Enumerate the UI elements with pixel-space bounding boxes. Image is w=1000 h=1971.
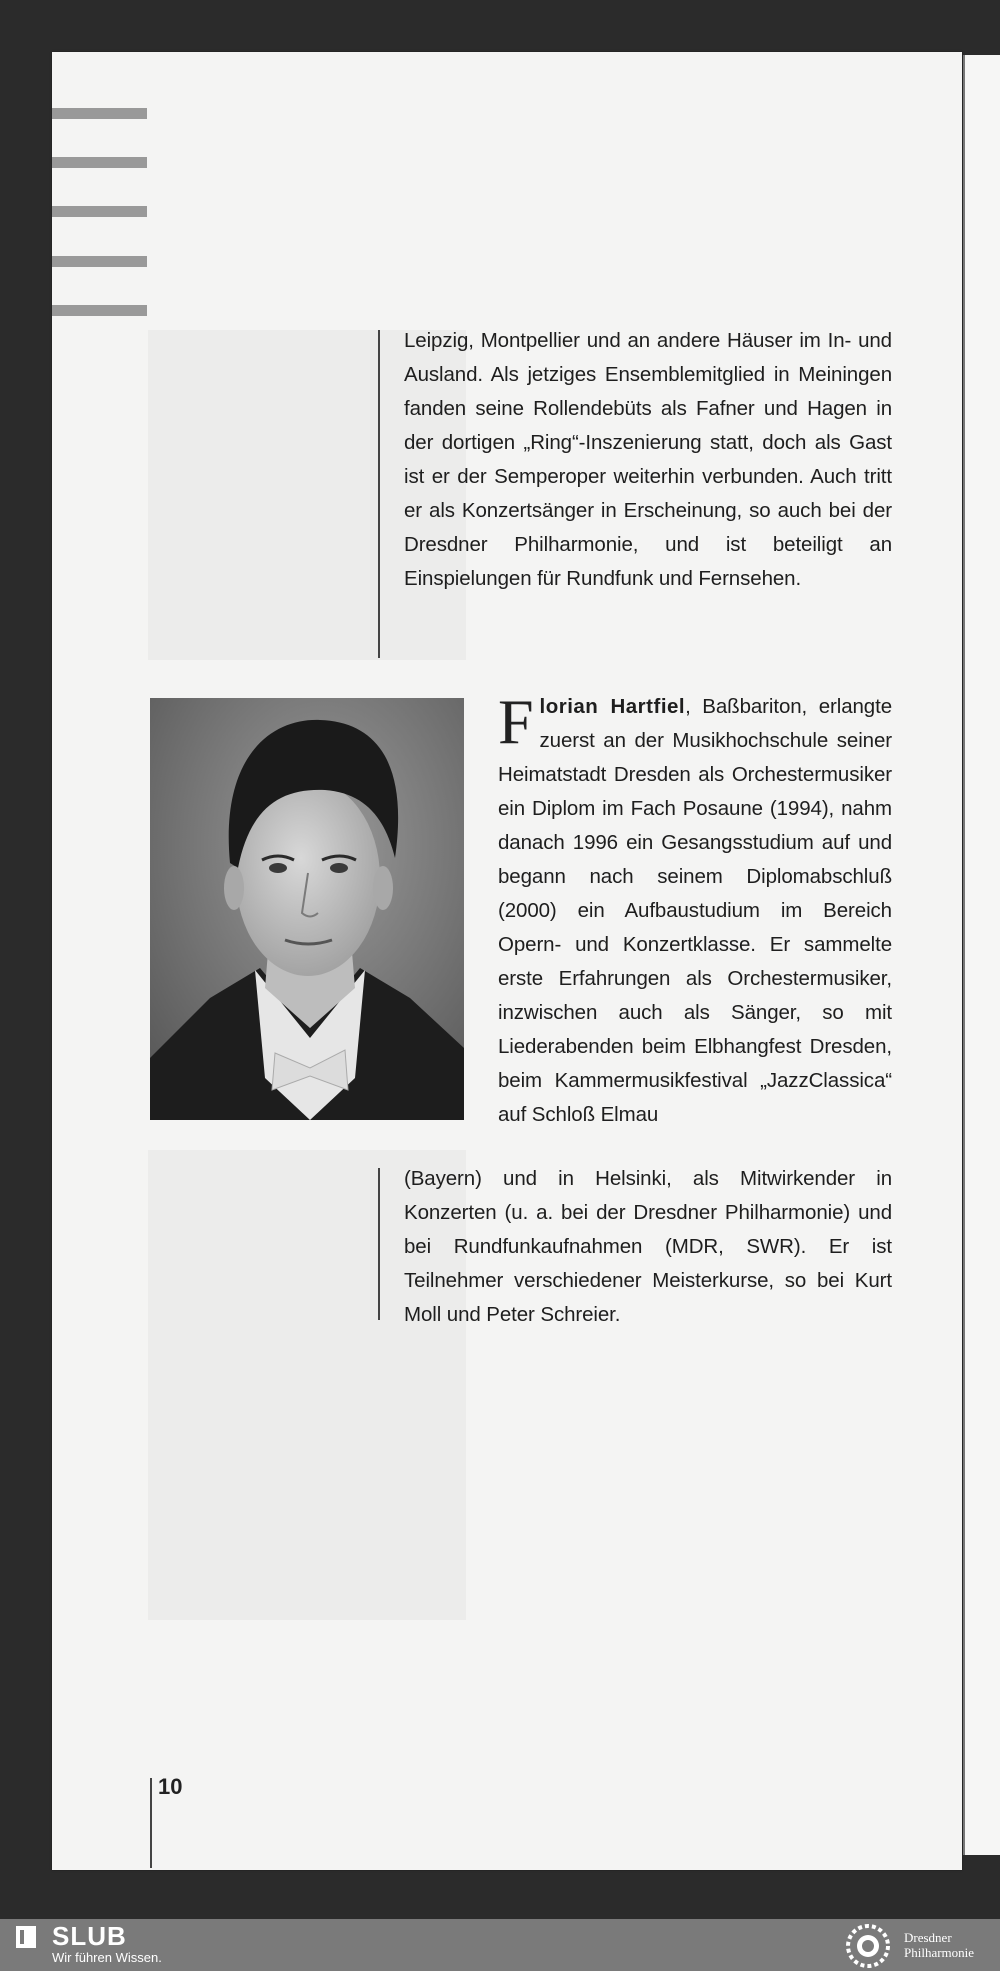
library-name[interactable]: SLUB <box>52 1921 127 1951</box>
paragraph-rule <box>378 330 380 658</box>
portrait-illustration <box>150 698 464 1120</box>
partner-name[interactable]: Dresdner Philharmonie <box>904 1930 975 1960</box>
paragraph-rule <box>378 1168 380 1320</box>
decorative-bar <box>52 157 147 168</box>
bio-paragraph-top <box>498 686 892 1132</box>
library-slogan: Wir führen Wissen. <box>52 1950 162 1965</box>
portrait-photo <box>150 698 464 1120</box>
paragraph-continued: Leipzig, Montpellier und an andere Häuser im In- und Ausland. Als jetziges Ensemblemitglied in Meiningen fanden seine Rollendebüts als Fafner und Hagen in der dortigen „Ring“-Inszenierung statt, doch als Gast ist er der Semperoper weiterhin verbunden. Auch tritt er als Konzertsänger in Erscheinung, so auch bei der Dresdner Philharmonie, und ist beteiligt an Einspielungen für Rundfunk und Fernsehen. <box>404 329 892 590</box>
next-page-edge <box>963 55 1000 1855</box>
bio-text-top: , Baßbariton, erlangte zuerst an der Musikhochschule seiner Heimatstadt Dresden als Orchestermusiker ein Diplom im Fach Posaune (1994), nahm danach 1996 ein Gesangsstudium auf und begann nach seinem Diplomabschluß (2000) ein Aufbaustudium im Bereich Opern- und Konzertklasse. Er sammelte erste Erfahrungen als Orchestermusiker, inzwischen auch als Sänger, so mit Liederabenden beim Elbhangfest Dresden, beim Kammermusikfestival „JazzClassica“ auf Schloß Elmau <box>498 695 892 1126</box>
decorative-bar <box>52 108 147 119</box>
bio-paragraph-bottom: (Bayern) und in Helsinki, als Mitwirkender in Konzerten (u. a. bei der Dresdner Philharmonie) und bei Rundfunkaufnahmen (MDR, SWR). Er ist Teilnehmer verschiedener Meisterkurse, so bei Kurt Moll und Peter Schreier. <box>404 1167 892 1326</box>
decorative-bar <box>52 305 147 316</box>
decorative-bar <box>52 206 147 217</box>
philharmonie-logo-icon <box>842 1922 894 1970</box>
page-number: 10 <box>158 1774 183 1799</box>
slub-logo-icon <box>14 1924 42 1950</box>
bio-name: lorian Hartfiel <box>539 695 686 718</box>
page-number-rule <box>150 1778 152 1868</box>
drop-cap: F <box>498 686 534 757</box>
decorative-bar <box>52 256 147 267</box>
